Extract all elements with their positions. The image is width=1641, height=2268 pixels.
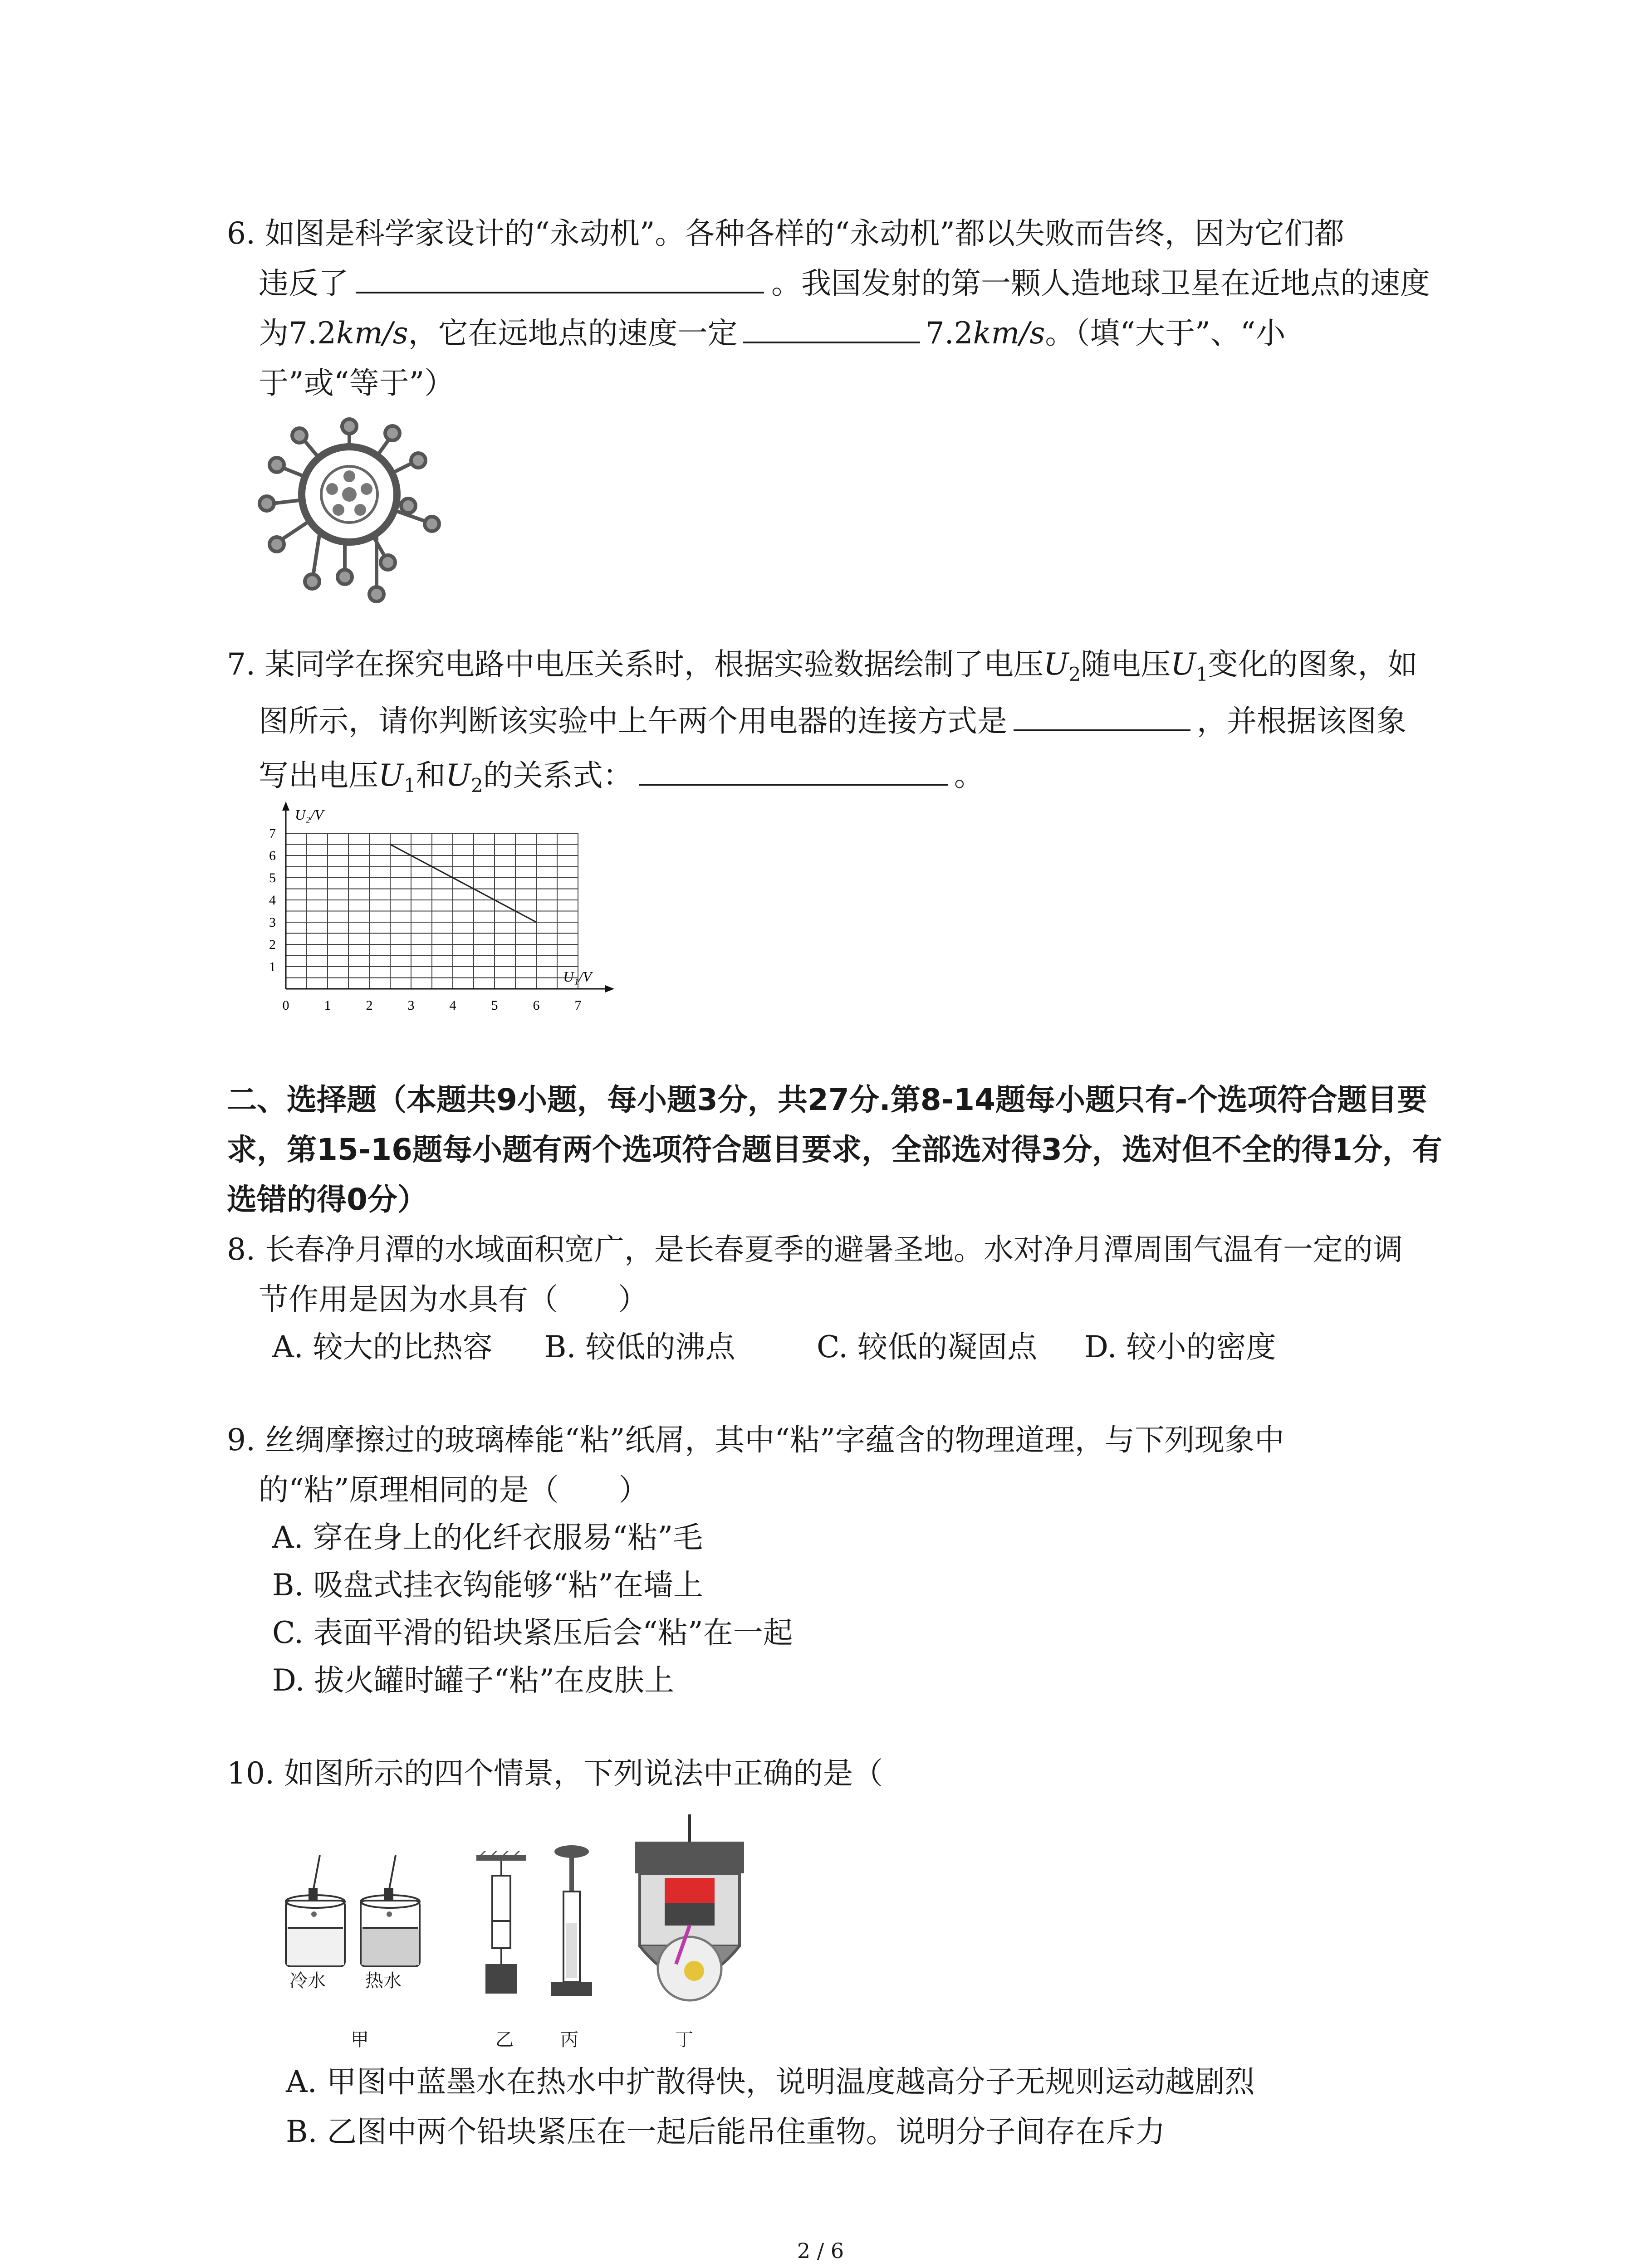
series-line — [390, 845, 536, 923]
q10-option-a[interactable]: A. 甲图中蓝墨水在热水中扩散得快，说明温度越高分子无规则运动越剧烈 — [286, 2064, 1255, 2099]
q8-line-1: 8. 长春净月潭的水域面积宽广，是长春夏季的避暑圣地。水对净月潭周围气温有一定的调 — [227, 1232, 1403, 1267]
q9-line-1: 9. 丝绸摩擦过的玻璃棒能“粘”纸屑，其中“粘”字蕴含的物理道理，与下列现象中 — [227, 1422, 1284, 1457]
y-tick-label: 7 — [269, 826, 276, 841]
q7-blank-1[interactable] — [1014, 701, 1190, 731]
air-compression-tube-figure — [544, 1842, 599, 2009]
figure-bing-label: 丙 — [560, 2029, 578, 2050]
q9-option-b[interactable]: B. 吸盘式挂衣钩能够“粘”在墙上 — [272, 1568, 703, 1603]
q6-line-2: 违反了 。我国发射的第一颗人造地球卫星在近地点的速度 — [259, 263, 1430, 304]
y-axis-label: U₂/V — [295, 807, 323, 823]
q6-line-3: 为7.2km/s，它在远地点的速度一定 7.2km/s。（填“大于”、“小 — [259, 313, 1286, 354]
section-2-heading-line-1: 二、选择题（本题共9小题，每小题3分，共27分.第8-14题每小题只有-个选项符合题目要 — [227, 1082, 1427, 1117]
y-tick-label: 3 — [269, 915, 276, 930]
q9-option-c[interactable]: C. 表面平滑的铅块紧压后会“粘”在一起 — [272, 1615, 793, 1650]
x-tick-label: 7 — [574, 998, 582, 1013]
cold-water-label: 冷水 — [289, 1970, 326, 1991]
hot-water-label: 热水 — [365, 1970, 402, 1991]
figure-jia-label: 甲 — [351, 2029, 369, 2050]
y-tick-label: 1 — [269, 959, 276, 974]
x-axis-arrow — [605, 985, 614, 992]
page-number: 2 / 6 — [797, 2239, 844, 2263]
q10-option-b[interactable]: B. 乙图中两个铅块紧压在一起后能吊住重物。说明分子间存在斥力 — [286, 2114, 1166, 2149]
q6-blank-1[interactable] — [356, 264, 764, 293]
q8-option-b[interactable]: B. 较低的沸点 — [544, 1330, 735, 1364]
q8-option-a[interactable]: A. 较大的比热容 — [272, 1330, 493, 1364]
q6-line-4: 于”或“等于”） — [259, 366, 455, 401]
x-tick-label: 0 — [282, 998, 289, 1013]
x-tick-label: 4 — [449, 998, 456, 1013]
section-2-heading-line-3: 选错的得0分） — [227, 1182, 427, 1217]
q7-line-1: 7. 某同学在探究电路中电压关系时，根据实验数据绘制了电压$U_2$随电压$U_1$变化的图象，如 — [227, 647, 1418, 686]
x-axis-label: U₁/V — [563, 968, 592, 985]
x-tick-label: 1 — [324, 998, 331, 1013]
voltage-graph — [254, 798, 617, 1034]
q10-line-1: 10. 如图所示的四个情景，下列说法中正确的是（ — [227, 1756, 883, 1791]
figure-ding-label: 丁 — [675, 2029, 693, 2050]
x-tick-label: 6 — [533, 998, 540, 1013]
lead-blocks-figure — [472, 1851, 535, 2009]
q7-blank-2[interactable] — [639, 756, 948, 786]
y-tick-label: 6 — [269, 848, 276, 863]
x-tick-label: 5 — [491, 998, 498, 1013]
q8-option-c[interactable]: C. 较低的凝固点 — [817, 1330, 1038, 1364]
q7-line-3: 写出电压$U_1$和$U_2$的关系式： 。 — [259, 755, 984, 806]
section-2-heading-line-2: 求，第15-16题每小题有两个选项符合题目要求，全部选对得3分，选对但不全的得1分，有 — [227, 1132, 1442, 1167]
q9-option-d[interactable]: D. 拔火罐时罐子“粘”在皮肤上 — [272, 1663, 675, 1698]
y-tick-label: 5 — [269, 870, 276, 885]
q9-option-a[interactable]: A. 穿在身上的化纤衣服易“粘”毛 — [272, 1520, 703, 1555]
y-tick-label: 4 — [269, 893, 276, 908]
x-tick-label: 3 — [407, 998, 415, 1013]
q9-line-2: 的“粘”原理相同的是（ ） — [259, 1472, 649, 1507]
figure-yi-label: 乙 — [495, 2029, 514, 2050]
y-axis-arrow — [282, 802, 289, 811]
y-tick-label: 2 — [269, 937, 276, 952]
q8-option-d[interactable]: D. 较小的密度 — [1084, 1330, 1276, 1364]
q7-line-2: 图所示，请你判断该实验中上午两个用电器的连接方式是 ，并根据该图象 — [259, 701, 1406, 742]
x-tick-label: 2 — [366, 998, 373, 1013]
q6-blank-2[interactable] — [743, 313, 920, 343]
q6-line-1: 6. 如图是科学家设计的“永动机”。各种各样的“永动机”都以失败而告终，因为它们都 — [227, 216, 1344, 251]
q8-line-2: 节作用是因为水具有（ ） — [259, 1282, 648, 1317]
perpetual-motion-wheel-figure — [254, 413, 454, 603]
engine-cylinder-figure — [626, 1814, 753, 2009]
